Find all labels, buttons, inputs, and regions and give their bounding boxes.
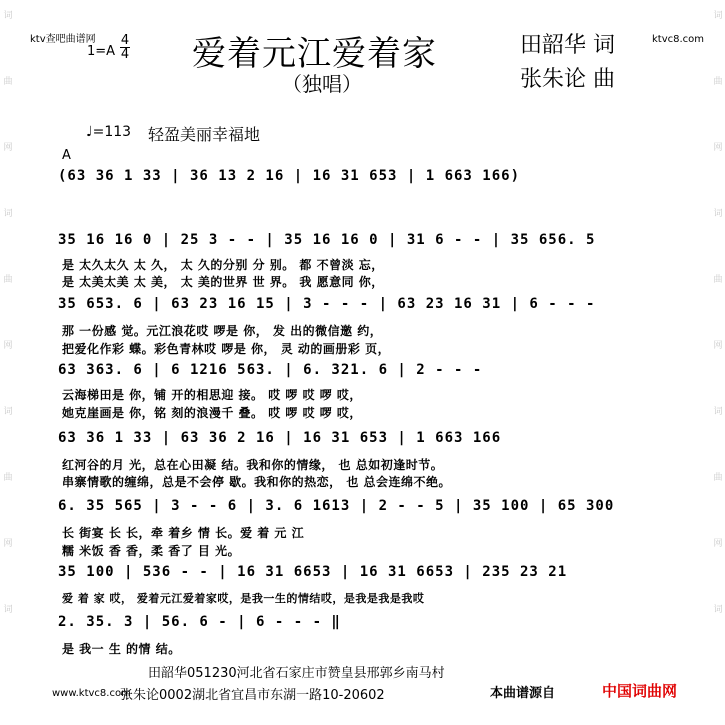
source-label: 本曲谱源自 [490,686,556,701]
tempo-marking: ♩=113 [86,124,132,140]
lyric-line: 红河谷的月 光，总在心田凝 结。我和你的情缘， 也 总如初逢时节。 [62,458,444,472]
watermark-char: 网 [713,539,723,549]
site-watermark-bottom: www.ktvc8.com [52,688,131,699]
lyric-line: 爱 着 家 哎， 爱着元江爱着家哎，是我一生的情结哎，是我是我是我哎 [62,592,425,605]
watermark-char: 网 [713,341,723,351]
composer-credit: 张朱论 曲 [520,67,615,92]
notation-line: 63 363. 6 | 6 1216 563. | 6. 321. 6 | 2 - - - [58,362,483,378]
notation-line-intro: (63 36 1 33 | 36 13 2 16 | 16 31 653 | 1 663 166) [58,168,521,184]
lyric-line: 云海梯田是 你，铺 开的相思迎 接。 哎 啰 哎 啰 哎， [62,388,362,402]
lyric-line: 糯 米饭 香 香，柔 香了 目 光。 [62,544,241,558]
lyric-line: 长 街宴 长 长，牵 着乡 情 长。爱 着 元 江 [62,526,305,540]
watermark-char: 网 [3,539,13,549]
lyric-line: 是 太美太美 太 美， 太 美的世界 世 界。 我 愿意同 你， [62,275,384,289]
watermark-char: 词 [713,209,723,219]
lyricist-credit: 田韶华 词 [520,33,615,58]
watermark-char: 曲 [713,473,723,483]
lyricist-address: 田韶华051230河北省石家庄市赞皇县邢郭乡南马村 [148,666,445,681]
notation-line: 35 653. 6 | 63 23 16 15 | 3 - - - | 63 23 16 31 | 6 - - - [58,296,596,312]
lyric-line: 那 一份感 觉。元江浪花哎 啰是 你， 发 出的微信邀 约， [62,324,383,338]
watermark-char: 网 [3,341,13,351]
lyric-line: 是 我一 生 的情 结。 [62,642,181,656]
notation-line: 6. 35 565 | 3 - - 6 | 3. 6 1613 | 2 - - 5 | 35 100 | 65 300 [58,498,615,514]
notation-line: 63 36 1 33 | 63 36 2 16 | 16 31 653 | 1 663 166 [58,430,502,446]
watermark-char: 曲 [713,275,723,285]
watermark-char: 曲 [3,473,13,483]
section-label: A [62,148,71,163]
watermark-char: 网 [713,143,723,153]
watermark-char: 词 [3,11,13,21]
right-watermark [711,10,725,710]
key-signature: 1=A [87,44,116,59]
lyric-line: 她克崖画是 你，铭 刻的浪漫千 叠。 哎 啰 哎 啰 哎， [62,406,362,420]
watermark-char: 词 [3,407,13,417]
watermark-char: 词 [713,407,723,417]
watermark-char: 曲 [713,77,723,87]
song-subtitle: （独唱） [282,72,362,96]
watermark-char: 曲 [3,275,13,285]
watermark-char: 词 [3,605,13,615]
lyric-line: 串寨情歌的缠绵，总是不会停 歇。我和你的热恋， 也 总会连绵不绝。 [62,475,452,489]
left-watermark [0,10,16,710]
notation-line: 35 100 | 536 - - | 16 31 6653 | 16 31 6653 | 235 23 21 [58,564,568,580]
watermark-char: 词 [3,209,13,219]
tempo-expression: 轻盈美丽幸福地 [148,125,261,144]
time-signature [120,34,130,61]
watermark-char: 曲 [3,77,13,87]
notation-line: 35 16 16 0 | 25 3 - - | 35 16 16 0 | 31 6 - - | 35 656. 5 [58,232,596,248]
watermark-char: 词 [713,11,723,21]
notation-line-final: 2. 35. 3 | 56. 6 - | 6 - - - ‖ [58,614,341,630]
site-watermark-top-right: ktvc8.com [652,34,705,45]
song-title: 爱着元江爱着家 [192,34,437,74]
time-numerator: 4 [120,33,130,48]
brand-logo-text[interactable]: 中国词曲网 [602,682,678,700]
watermark-char: 网 [3,143,13,153]
composer-address: 张朱论0002湖北省宜昌市东湖一路10-20602 [120,688,385,703]
site-watermark-top: ktv查吧曲谱网 [30,34,96,45]
time-denominator: 4 [120,47,130,62]
lyric-line: 是 太久太久 太 久， 太 久的分别 分 别。 都 不曾淡 忘， [62,258,384,272]
watermark-char: 词 [713,605,723,615]
lyric-line: 把爱化作彩 蝶。彩色青林哎 啰是 你， 灵 动的画册彩 页， [62,342,391,356]
